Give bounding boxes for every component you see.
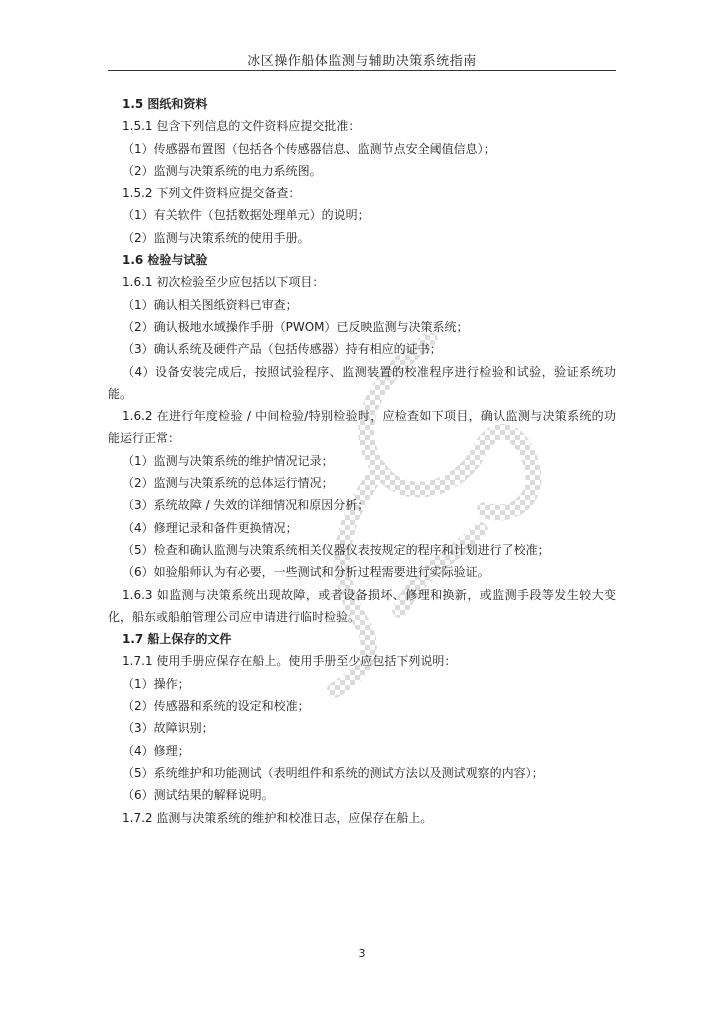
- clause-1-7-1-item-1: （1）操作；: [122, 676, 190, 691]
- clause-1-6-1-item-1: （1）确认相关图纸资料已审查；: [122, 297, 298, 312]
- clause-1-7-1-item-6: （6）测试结果的解释说明。: [122, 788, 274, 803]
- clause-1-7-1-item-5: （5）系统维护和功能测试（表明组件和系统的测试方法以及测试观察的内容）；: [122, 765, 544, 780]
- clause-1-7-1: 1.7.1 使用手册应保存在船上。使用手册至少应包括下列说明：: [122, 654, 457, 669]
- clause-1-5-2-item-1: （1）有关软件（包括数据处理单元）的说明；: [122, 208, 370, 223]
- clause-1-7-1-item-2: （2）传感器和系统的设定和校准；: [122, 699, 310, 714]
- clause-1-6-1-item-2: （2）确认极地水域操作手册（PWOM）已反映监测与决策系统；: [122, 319, 469, 334]
- section-1-7-heading: 1.7 船上保存的文件: [122, 632, 232, 647]
- clause-1-5-1: 1.5.1 包含下列信息的文件资料应提交批准：: [122, 119, 361, 134]
- clause-1-6-2-item-6: （6）如验船师认为有必要，一些测试和分析过程需要进行实际验证。: [122, 565, 490, 580]
- clause-1-6-1-item-4: （4）设备安装完成后，按照试验程序、监测装置的校准程序进行检验和试验，验证系统功能。: [108, 364, 616, 401]
- clause-1-6-2-item-1: （1）监测与决策系统的维护情况记录；: [122, 453, 334, 468]
- clause-1-6-2-item-4: （4）修理记录和备件更换情况；: [122, 520, 298, 535]
- header-rule: [108, 70, 616, 71]
- clause-1-5-1-item-1: （1）传感器布置图（包括各个传感器信息、监测节点安全阈值信息）；: [122, 141, 496, 156]
- clause-1-6-2-item-2: （2）监测与决策系统的总体运行情况；: [122, 476, 334, 491]
- clause-1-5-1-item-2: （2）监测与决策系统的电力系统图。: [122, 163, 322, 178]
- section-1-6-heading: 1.6 检验与试验: [122, 253, 208, 268]
- clause-1-7-1-item-4: （4）修理；: [122, 743, 190, 758]
- document-body: [108, 93, 616, 829]
- clause-1-6-2-item-5: （5）检查和确认监测与决策系统相关仪器仪表按规定的程序和计划进行了校准；: [122, 542, 550, 557]
- clause-1-6-3: 1.6.3 如监测与决策系统出现故障，或者设备损坏、修理和换新，或监测手段等发生较大变化，船东或船舶管理公司应申请进行临时检验。: [108, 587, 616, 624]
- clause-1-7-2: 1.7.2 监测与决策系统的维护和校准日志，应保存在船上。: [122, 810, 433, 825]
- clause-1-5-2: 1.5.2 下列文件资料应提交备查：: [122, 186, 301, 201]
- clause-1-6-2: 1.6.2 在进行年度检验 / 中间检验/特别检验时，应检查如下项目，确认监测与决策系统的功能运行正常：: [108, 409, 616, 446]
- clause-1-6-1: 1.6.1 初次检验至少应包括以下项目：: [122, 275, 325, 290]
- clause-1-6-1-item-3: （3）确认系统及硬件产品（包括传感器）持有相应的证书；: [122, 342, 442, 357]
- page-number: 3: [358, 947, 366, 960]
- clause-1-5-2-item-2: （2）监测与决策系统的使用手册。: [122, 230, 310, 245]
- clause-1-7-1-item-3: （3）故障识别；: [122, 721, 214, 736]
- running-header-title: 冰区操作船体监测与辅助决策系统指南: [247, 54, 477, 69]
- section-1-5-heading: 1.5 图纸和资料: [122, 97, 208, 111]
- clause-1-6-2-item-3: （3）系统故障 / 失效的详细情况和原因分析；: [122, 498, 370, 513]
